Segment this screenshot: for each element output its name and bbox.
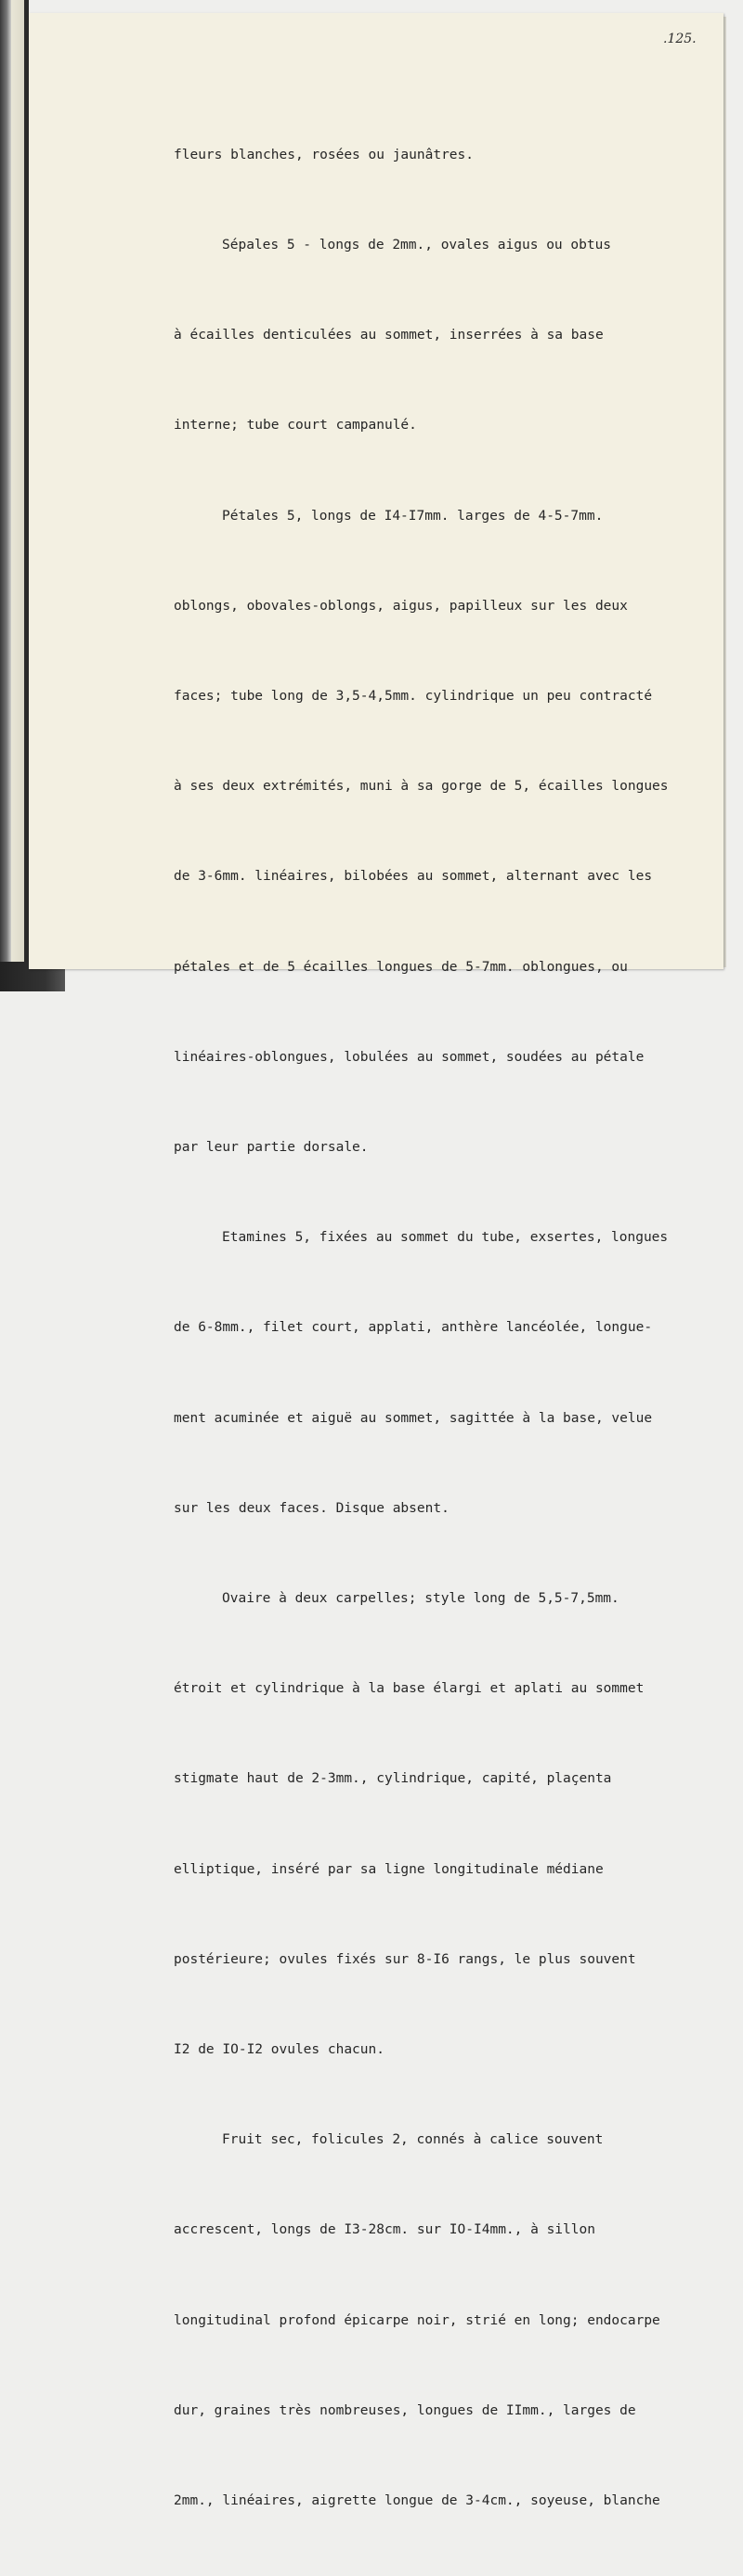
text-line: Ovaire à deux carpelles; style long de 5,5-7,5mm.: [222, 1591, 619, 1607]
text-line: à ses deux extrémités, muni à sa gorge de 5, écailles longues: [174, 779, 669, 795]
text-line: de 3-6mm. linéaires, bilobées au sommet, alternant avec les: [174, 869, 653, 885]
text-line: par leur partie dorsale.: [174, 1140, 369, 1156]
page-number: .125.: [663, 32, 697, 46]
text-line: longitudinal profond épicarpe noir, strié en long; endocarpe: [174, 2312, 660, 2328]
text-line: postérieure; ovules fixés sur 8-I6 rangs, le plus souvent: [174, 1951, 636, 1967]
text-line: Etamines 5, fixées au sommet du tube, exsertes, longues: [222, 1230, 669, 1246]
text-line: ment acuminée et aiguë au sommet, sagittée à la base, velue: [174, 1410, 653, 1426]
text-line: 2mm., linéaires, aigrette longue de 3-4cm., soyeuse, blanche: [174, 2493, 660, 2509]
text-line: accrescent, longs de I3-28cm. sur IO-I4mm., à sillon: [174, 2222, 595, 2238]
text-line: oblongs, obovales-oblongs, aigus, papilleux sur les deux: [174, 598, 628, 614]
text-line: étroit et cylindrique à la base élargi et aplati au sommet: [174, 1681, 645, 1697]
text-line: de 6-8mm., filet court, applati, anthère lancéolée, longue-: [174, 1320, 653, 1336]
text-line: I2 de IO-I2 ovules chacun.: [174, 2042, 385, 2058]
text-line: pétales et de 5 écailles longues de 5-7mm. oblongues, ou: [174, 959, 628, 975]
text-line: interne; tube court campanulé.: [174, 418, 417, 434]
text-line: Pétales 5, longs de I4-I7mm. larges de 4-5-7mm.: [222, 508, 604, 524]
text-line: elliptique, inséré par sa ligne longitudinale médiane: [174, 1861, 604, 1877]
body-text: [174, 80, 722, 2576]
text-line: dur, graines très nombreuses, longues de IImm., larges de: [174, 2402, 636, 2418]
text-line: à écailles denticulées au sommet, inserrées à sa base: [174, 328, 604, 343]
book-binding-edge: [0, 0, 11, 991]
text-line: stigmate haut de 2-3mm., cylindrique, capité, plaçenta: [174, 1771, 612, 1787]
text-line: linéaires-oblongues, lobulées au sommet, soudées au pétale: [174, 1049, 645, 1065]
text-line: Fruit sec, folicules 2, connés à calice souvent: [222, 2132, 604, 2148]
text-line: faces; tube long de 3,5-4,5mm. cylindrique un peu contracté: [174, 689, 653, 705]
text-line: sur les deux faces. Disque absent.: [174, 1500, 450, 1516]
previous-page-edge: [11, 0, 25, 991]
text-line: fleurs blanches, rosées ou jaunâtres.: [174, 147, 475, 162]
page-stack-edge: [723, 17, 726, 967]
text-line: Sépales 5 - longs de 2mm., ovales aigus ou obtus: [222, 238, 612, 253]
